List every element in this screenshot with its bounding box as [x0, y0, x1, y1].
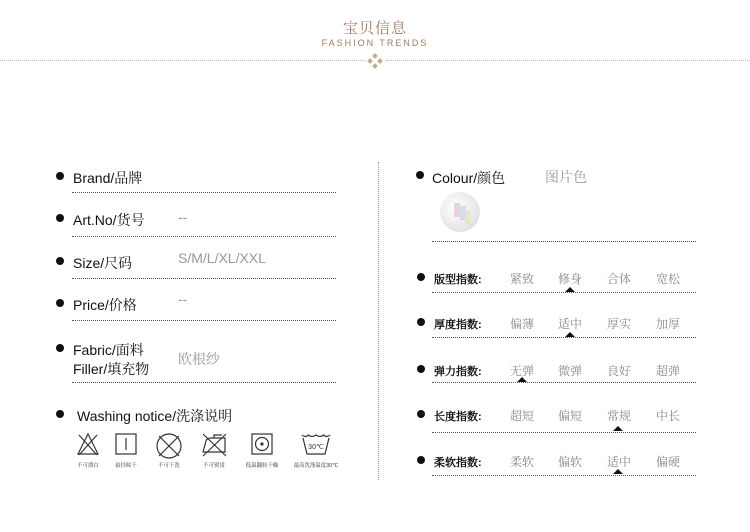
length-option-1: 超短 [510, 409, 535, 423]
softness-underline [432, 475, 696, 476]
bullet-icon [417, 365, 425, 373]
bullet-icon [417, 318, 425, 326]
softness-index-label: 柔软指数: [434, 457, 482, 469]
art-no-value: -- [178, 209, 188, 225]
softness-option-3: 适中 [607, 455, 632, 469]
thickness-index-label: 厚度指数: [434, 319, 482, 331]
care-item-no-iron [192, 432, 236, 469]
elasticity-index-label: 弹力指数: [434, 366, 482, 378]
fit-index-label: 版型指数: [434, 274, 482, 286]
bullet-icon [417, 273, 425, 281]
fabric-underline [72, 382, 336, 383]
filler-label: Filler/填充物 [73, 361, 150, 377]
washing-label: Washing notice/洗涤说明 [77, 408, 233, 424]
fit-option-1: 紧致 [510, 272, 535, 286]
colour-swatch [440, 192, 480, 232]
care-caption: 低温翻转干燥 [245, 463, 279, 469]
header-divider-left [0, 60, 365, 61]
elasticity-option-3: 良好 [607, 364, 632, 378]
length-option-2: 偏短 [558, 409, 583, 423]
elasticity-option-1: 无弹 [510, 364, 535, 378]
selected-marker-icon [613, 469, 623, 474]
elasticity-option-2: 微弹 [558, 364, 583, 378]
low-tumble-dry-icon [250, 432, 274, 456]
size-label: Size/尺码 [73, 255, 133, 271]
care-caption: 不可熨烫 [203, 463, 225, 469]
colour-underline [432, 241, 696, 242]
colour-value: 图片色 [545, 169, 587, 185]
length-option-3: 常规 [607, 409, 632, 423]
size-underline [72, 278, 336, 279]
thickness-underline [432, 337, 696, 338]
bullet-icon [56, 257, 64, 265]
diamond-ornament-icon [368, 54, 382, 68]
section-subtitle: FASHION TRENDS [321, 38, 429, 48]
length-underline [432, 432, 696, 433]
brand-underline [72, 192, 336, 193]
care-caption: 不可干洗 [158, 463, 180, 469]
wash-temperature-text: 30℃ [308, 444, 324, 451]
art-no-underline [72, 236, 336, 237]
bullet-icon [416, 171, 424, 179]
length-option-4: 中长 [656, 409, 681, 423]
fabric-value: 欧根纱 [178, 351, 220, 367]
bullet-icon [56, 172, 64, 180]
care-item-wash-30 [282, 432, 350, 469]
size-value: S/M/L/XL/XXL [178, 250, 266, 266]
bullet-icon [56, 299, 64, 307]
thickness-option-3: 厚实 [607, 317, 632, 331]
selected-marker-icon [613, 426, 623, 431]
header-divider-right [386, 60, 750, 61]
care-caption: 悬挂晾干 [115, 463, 137, 469]
price-value: -- [178, 291, 188, 307]
thickness-option-1: 偏薄 [510, 317, 535, 331]
thickness-option-4: 加厚 [656, 317, 681, 331]
price-underline [72, 320, 336, 321]
care-item-no-dry-clean [147, 432, 191, 469]
care-item-hang-dry [104, 432, 148, 469]
wash-30-icon [301, 432, 331, 456]
art-no-label: Art.No/货号 [73, 212, 145, 228]
softness-option-4: 偏硬 [656, 455, 681, 469]
softness-option-2: 偏软 [558, 455, 583, 469]
thickness-option-2: 适中 [558, 317, 583, 331]
colour-label: Colour/颜色 [432, 170, 506, 186]
no-dry-clean-icon [155, 432, 183, 460]
softness-option-1: 柔软 [510, 455, 535, 469]
fit-option-3: 合体 [607, 272, 632, 286]
bullet-icon [417, 456, 425, 464]
brand-label: Brand/品牌 [73, 170, 143, 186]
fit-option-2: 修身 [558, 272, 583, 286]
elasticity-option-4: 超弹 [656, 364, 681, 378]
no-bleach-icon [76, 432, 100, 456]
fit-underline [432, 292, 696, 293]
section-title: 宝贝信息 [342, 20, 407, 37]
price-label: Price/价格 [73, 297, 137, 313]
bullet-icon [56, 410, 64, 418]
bullet-icon [56, 214, 64, 222]
care-caption: 不可漂白 [77, 463, 99, 469]
bullet-icon [417, 410, 425, 418]
bullet-icon [56, 344, 64, 352]
hang-dry-icon [114, 432, 138, 456]
elasticity-underline [432, 382, 696, 383]
length-index-label: 长度指数: [434, 411, 482, 423]
fabric-label: Fabric/面料 [73, 342, 144, 358]
care-caption: 最高洗涤温度30℃ [293, 463, 339, 469]
no-iron-icon [200, 432, 228, 458]
fit-option-4: 宽松 [656, 272, 681, 286]
column-divider [378, 162, 379, 480]
section-header [0, 0, 750, 80]
